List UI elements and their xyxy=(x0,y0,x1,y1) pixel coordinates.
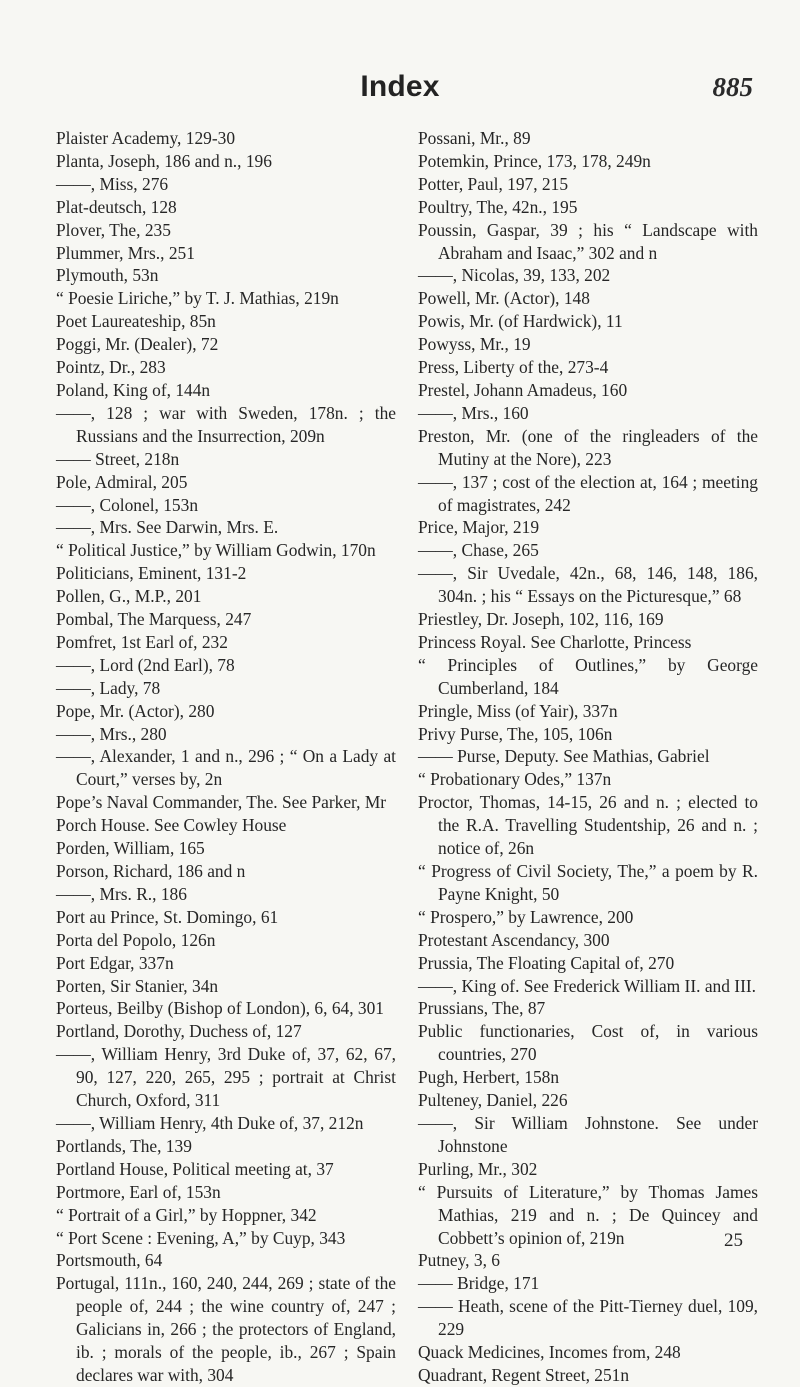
index-entry: ——, Chase, 265 xyxy=(418,540,539,561)
index-entry: Porteus, Beilby (Bishop of London), 6, 64, 301 xyxy=(56,998,384,1019)
index-entry: “ Progress of Civil Society, The,” a poem by R. Payne Knight, 50 xyxy=(418,861,758,904)
page-title: Index xyxy=(360,70,440,103)
index-entry: Portsmouth, 64 xyxy=(56,1250,163,1271)
index-entry: Pomfret, 1st Earl of, 232 xyxy=(56,631,228,652)
index-entry: Price, Major, 219 xyxy=(418,517,540,538)
index-entry: Press, Liberty of the, 273-4 xyxy=(418,357,609,378)
index-entry: “ Portrait of a Girl,” by Hoppner, 342 xyxy=(56,1204,317,1225)
index-entry: Pombal, The Marquess, 247 xyxy=(56,609,252,630)
index-entry: Preston, Mr. (one of the ringleaders of the Mutiny at the Nore), 223 xyxy=(418,425,758,469)
index-entry: Quadrant, Regent Street, 251n xyxy=(418,1364,630,1385)
index-entry: Porta del Popolo, 126n xyxy=(56,929,216,950)
index-entry: “ Port Scene : Evening, A,” by Cuyp, 343 xyxy=(56,1227,346,1248)
index-entry: Powis, Mr. (of Hardwick), 11 xyxy=(418,311,623,332)
index-entry: ——, Mrs. R., 186 xyxy=(56,883,187,904)
index-entry: Public functionaries, Cost of, in various countries, 270 xyxy=(418,1021,758,1065)
index-entry: Potter, Paul, 197, 215 xyxy=(418,173,569,194)
index-entry: Prussia, The Floating Capital of, 270 xyxy=(418,952,675,973)
index-entry: Plummer, Mrs., 251 xyxy=(56,242,195,263)
index-entry: Priestley, Dr. Joseph, 102, 116, 169 xyxy=(418,609,664,630)
index-entry: “ Pursuits of Literature,” by Thomas James Mathias, 219 and n. ; De Quincey and Cobbett’s opinion of, 219n xyxy=(418,1181,758,1248)
index-entry: Plat-deutsch, 128 xyxy=(56,196,177,217)
index-entry: Portlands, The, 139 xyxy=(56,1135,192,1156)
index-entry: “ Probationary Odes,” 137n xyxy=(418,769,612,790)
index-entry: “ Principles of Outlines,” by George Cumberland, 184 xyxy=(418,654,758,698)
index-entry: Plymouth, 53n xyxy=(56,265,159,286)
signature-mark: 25 xyxy=(724,1230,743,1251)
index-entry: Possani, Mr., 89 xyxy=(418,128,531,148)
index-entry: ——, Miss, 276 xyxy=(56,173,169,194)
index-entry: Pugh, Herbert, 158n xyxy=(418,1067,560,1088)
index-entry: —— Heath, scene of the Pitt-Tierney duel, 109, 229 xyxy=(418,1296,758,1340)
index-entry: Politicians, Eminent, 131-2 xyxy=(56,563,247,584)
index-entry: Planta, Joseph, 186 and n., 196 xyxy=(56,150,272,171)
right-index-column xyxy=(418,127,758,1387)
index-entry: Pollen, G., M.P., 201 xyxy=(56,586,202,607)
index-entry: Pointz, Dr., 283 xyxy=(56,357,166,378)
index-entry: Poland, King of, 144n xyxy=(56,379,211,400)
index-entry: Portugal, 111n., 160, 240, 244, 269 ; state of the people of, 244 ; the wine country of, 247 ; Galicians in, 266 ; the protectors of England, ib. ; morals of the people, ib., 267 ; Spain declares war with, 304 xyxy=(56,1273,396,1385)
index-entry: ——, Mrs., 280 xyxy=(56,723,167,744)
index-entry: ——, 137 ; cost of the election at, 164 ; meeting of magistrates, 242 xyxy=(418,471,758,515)
index-entry: Powyss, Mr., 19 xyxy=(418,334,531,355)
index-entry: Pringle, Miss (of Yair), 337n xyxy=(418,700,618,721)
page-number: 885 xyxy=(712,72,753,102)
page-header xyxy=(0,62,800,112)
index-entry: Porson, Richard, 186 and n xyxy=(56,861,246,881)
index-entry: ——, 128 ; war with Sweden, 178n. ; the Russians and the Insurrection, 209n xyxy=(56,402,396,446)
index-entry: ——, King of. See Frederick William II. and III. xyxy=(418,975,757,996)
index-entry: Poggi, Mr. (Dealer), 72 xyxy=(56,334,219,355)
index-entry: Prussians, The, 87 xyxy=(418,998,546,1019)
index-entry: ——, Lady, 78 xyxy=(56,677,161,698)
index-entry: ——, Alexander, 1 and n., 296 ; “ On a Lady at Court,” verses by, 2n xyxy=(56,746,396,790)
index-entry: ——, Lord (2nd Earl), 78 xyxy=(56,654,235,675)
index-entry: —— Bridge, 171 xyxy=(418,1273,540,1294)
index-entry: Protestant Ascendancy, 300 xyxy=(418,929,610,950)
index-entry: —— Street, 218n xyxy=(56,448,180,469)
index-entry: Putney, 3, 6 xyxy=(418,1250,500,1271)
index-entry: Quack Medicines, Incomes from, 248 xyxy=(418,1342,681,1363)
index-entry: Prestel, Johann Amadeus, 160 xyxy=(418,379,628,400)
index-entry: Poultry, The, 42n., 195 xyxy=(418,196,578,217)
index-entry: Porden, William, 165 xyxy=(56,838,205,859)
index-entry: “ Prospero,” by Lawrence, 200 xyxy=(418,906,634,927)
index-entry: ——, Mrs. See Darwin, Mrs. E. xyxy=(56,517,279,538)
index-entry: Princess Royal. See Charlotte, Princess xyxy=(418,631,692,652)
index-entry: Plaister Academy, 129-30 xyxy=(56,128,236,148)
index-entry: Pope’s Naval Commander, The. See Parker, Mr xyxy=(56,792,387,813)
index-entry: Porch House. See Cowley House xyxy=(56,815,287,836)
index-entry: Portmore, Earl of, 153n xyxy=(56,1181,221,1202)
index-entry: ——, Colonel, 153n xyxy=(56,494,199,515)
index-entry: ——, Nicolas, 39, 133, 202 xyxy=(418,265,611,286)
index-entry: Plover, The, 235 xyxy=(56,219,171,240)
index-entry: Port Edgar, 337n xyxy=(56,952,174,973)
index-entry: Poussin, Gaspar, 39 ; his “ Landscape with Abraham and Isaac,” 302 and n xyxy=(418,219,758,263)
index-entry: Portland House, Political meeting at, 37 xyxy=(56,1158,334,1179)
index-entry: Portland, Dorothy, Duchess of, 127 xyxy=(56,1021,302,1042)
index-entry: Purling, Mr., 302 xyxy=(418,1158,538,1179)
index-entry: Potemkin, Prince, 173, 178, 249n xyxy=(418,150,651,171)
index-entry: “ Poesie Liriche,” by T. J. Mathias, 219n xyxy=(56,288,339,309)
index-entry: ——, William Henry, 3rd Duke of, 37, 62, 67, 90, 127, 220, 265, 295 ; portrait at Christ Church, Oxford, 311 xyxy=(56,1044,396,1111)
index-entry: Pulteney, Daniel, 226 xyxy=(418,1090,568,1111)
index-entry: Proctor, Thomas, 14-15, 26 and n. ; elected to the R.A. Travelling Studentship, 26 and n. ; notice of, 26n xyxy=(418,792,758,859)
index-entry: Poet Laureateship, 85n xyxy=(56,311,216,332)
index-entry: “ Political Justice,” by William Godwin, 170n xyxy=(56,540,376,561)
index-entry: Porten, Sir Stanier, 34n xyxy=(56,975,219,996)
index-entry: —— Purse, Deputy. See Mathias, Gabriel xyxy=(418,746,710,767)
index-entry: Powell, Mr. (Actor), 148 xyxy=(418,288,590,309)
left-index-column xyxy=(56,127,396,1387)
index-entry: ——, Mrs., 160 xyxy=(418,402,529,423)
index-entry: ——, Sir Uvedale, 42n., 68, 146, 148, 186, 304n. ; his “ Essays on the Picturesque,” 68 xyxy=(418,563,758,607)
index-entry: ——, Sir William Johnstone. See under Johnstone xyxy=(418,1112,758,1156)
index-entry: Port au Prince, St. Domingo, 61 xyxy=(56,906,279,927)
index-entry: ——, William Henry, 4th Duke of, 37, 212n xyxy=(56,1112,364,1133)
index-entry: Privy Purse, The, 105, 106n xyxy=(418,723,613,744)
index-entry: Pole, Admiral, 205 xyxy=(56,471,188,492)
index-entry: Pope, Mr. (Actor), 280 xyxy=(56,700,215,721)
